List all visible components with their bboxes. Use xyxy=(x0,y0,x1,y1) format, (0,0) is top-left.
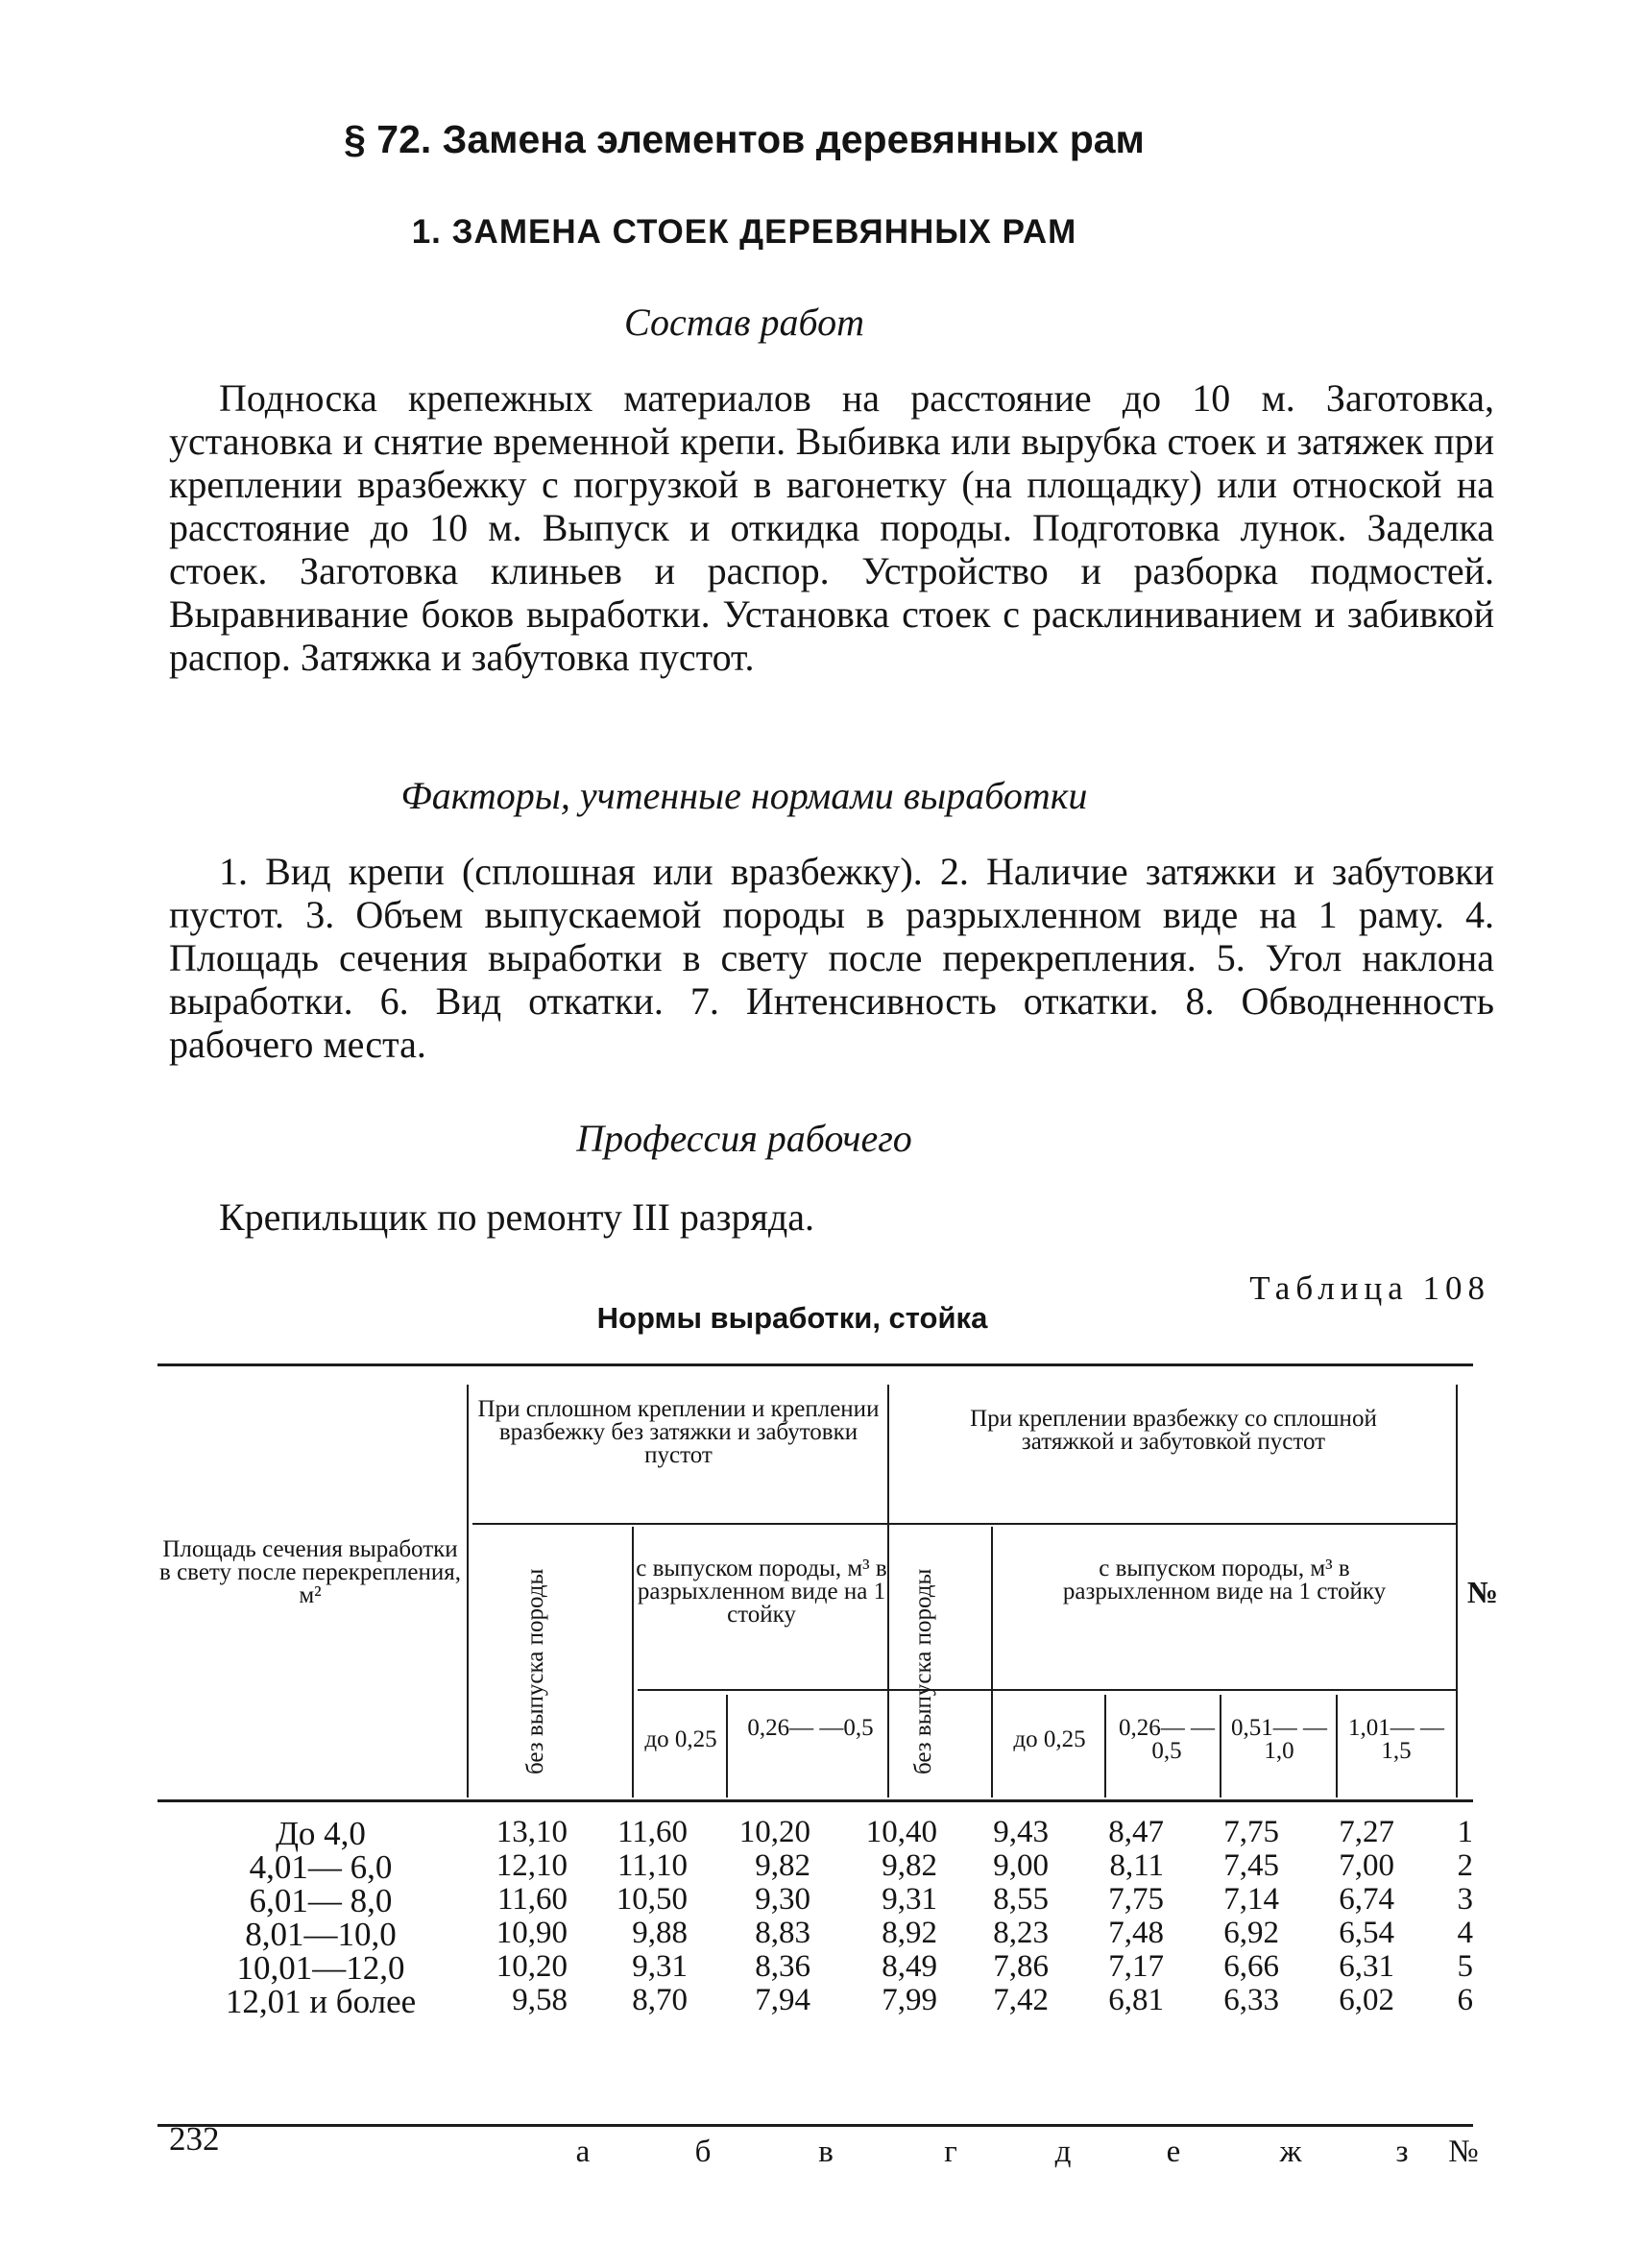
table-cell: 12,10 xyxy=(496,1848,568,1883)
table-cell: 6,92 xyxy=(1223,1916,1279,1950)
table-cell: 8,23 xyxy=(993,1916,1049,1950)
table-bottom-rule xyxy=(157,2124,1473,2127)
table-cell: 8,36 xyxy=(755,1949,810,1984)
table-cell: 6,33 xyxy=(1223,1983,1279,2017)
col-letter-a: а xyxy=(575,2135,591,2169)
table-cell: 6,54 xyxy=(1339,1916,1394,1950)
table-cell: 9,30 xyxy=(755,1882,810,1917)
table-cell: 9,82 xyxy=(882,1848,937,1883)
row-number: 5 xyxy=(1457,1949,1473,1984)
col-rule-a2 xyxy=(726,1695,728,1798)
col-rule-b4 xyxy=(1336,1695,1338,1798)
header-sub-b-4: 1,01— —1,5 xyxy=(1348,1715,1444,1764)
table-cell: 10,20 xyxy=(738,1815,810,1849)
row-number: 1 xyxy=(1457,1815,1473,1849)
table-cell: 7,17 xyxy=(1108,1949,1164,1984)
table-cell: 7,48 xyxy=(1108,1916,1164,1950)
table-cell: 7,86 xyxy=(993,1949,1049,1984)
table-cell: 7,75 xyxy=(1108,1882,1164,1917)
header-release-b: с выпуском породы, м³ в разрыхленном виде на 1 стойку xyxy=(1062,1556,1387,1604)
col-letter-v: в xyxy=(818,2135,834,2169)
row-number: 4 xyxy=(1457,1916,1473,1950)
col-rule-b3 xyxy=(1220,1695,1221,1798)
table-cell: 6,02 xyxy=(1339,1983,1394,2017)
row-label-2: 4,01— 6,0 xyxy=(249,1848,393,1886)
table-cell: 8,70 xyxy=(632,1983,688,2017)
row-number: 2 xyxy=(1457,1848,1473,1883)
table-cell: 7,45 xyxy=(1223,1848,1279,1883)
table-cell: 9,88 xyxy=(632,1916,688,1950)
row-label-3: 6,01— 8,0 xyxy=(249,1882,393,1919)
table-cell: 13,10 xyxy=(496,1815,568,1849)
col-letter-d: д xyxy=(1054,2135,1072,2169)
table-cell: 8,11 xyxy=(1109,1848,1164,1883)
col-rule-b2 xyxy=(1104,1695,1106,1798)
col-letter-b: б xyxy=(694,2135,712,2169)
header-group-b: При креплении вразбежку со сплошной затяжкой и забутовкой пустот xyxy=(970,1406,1377,1455)
header-sub-a-1: до 0,25 xyxy=(644,1726,717,1752)
col-letter-g: г xyxy=(944,2135,957,2169)
col-rule-b1 xyxy=(991,1527,993,1798)
table-cell: 10,20 xyxy=(496,1949,568,1984)
factors-text: 1. Вид крепи (сплошная или вразбежку). 2. Наличие затяжки и забутовки пустот. 3. Объем выпускаемой породы в разрыхленном виде на 1 раму. 4. Площадь сечения выработки в свету после перекрепления. 5. Угол наклона выработки. 6. Вид откатки. 7. Интенсивность откатки. 8. Обводненность рабочего места. xyxy=(169,850,1494,1066)
col-rule-a1 xyxy=(632,1527,634,1798)
table-cell: 11,10 xyxy=(616,1848,688,1883)
col-letter-zh: ж xyxy=(1279,2135,1302,2169)
table-cell: 8,55 xyxy=(993,1882,1049,1917)
table-cell: 9,58 xyxy=(512,1983,568,2017)
footer-num: № xyxy=(1448,2135,1479,2169)
table-cell: 7,99 xyxy=(882,1983,937,2017)
table-cell: 10,90 xyxy=(496,1916,568,1950)
subheader-rule-b xyxy=(1003,1689,1457,1691)
page-number: 232 xyxy=(169,2120,220,2158)
subsection-title: 1. ЗАМЕНА СТОЕК ДЕРЕВЯННЫХ РАМ xyxy=(411,213,1077,251)
row-label-6: 12,01 и более xyxy=(225,1983,417,2020)
col-letter-e: е xyxy=(1166,2135,1181,2169)
group-header-rule xyxy=(472,1523,1457,1525)
profession-text: Крепильщик по ремонту III разряда. xyxy=(219,1195,814,1239)
table-cell: 7,94 xyxy=(755,1983,810,2017)
table-cell: 11,60 xyxy=(616,1815,688,1849)
table-cell: 9,82 xyxy=(755,1848,810,1883)
table-cell: 9,31 xyxy=(632,1949,688,1984)
header-bottom-rule xyxy=(157,1799,1473,1802)
row-label-4: 8,01—10,0 xyxy=(245,1916,397,1953)
table-cell: 7,00 xyxy=(1339,1848,1394,1883)
table-cell: 9,43 xyxy=(993,1815,1049,1849)
header-sub-b-3: 0,51— —1,0 xyxy=(1231,1715,1327,1764)
header-sub-b-2: 0,26— —0,5 xyxy=(1119,1715,1215,1764)
subheader-rule-a xyxy=(638,1689,1037,1691)
table-cell: 11,60 xyxy=(496,1882,568,1917)
table-cell: 7,14 xyxy=(1223,1882,1279,1917)
composition-text: Подноска крепежных материалов на расстояние до 10 м. Заготовка, установка и снятие временной крепи. Выбивка или вырубка стоек и затяжек при креплении вразбежку с погрузкой в вагонетку (на площадку) или отноской на расстояние до 10 м. Выпуск и откидка породы. Подготовка лунок. Заделка стоек. Заготовка клиньев и распор. Устройство и разборка подмостей. Выравнивание боков выработки. Установка стоек с расклиниванием и забивкой распор. Затяжка и забутовка пустот. xyxy=(169,376,1494,679)
table-title: Нормы выработки, стойка xyxy=(596,1301,988,1335)
table-cell: 7,75 xyxy=(1223,1815,1279,1849)
table-cell: 6,81 xyxy=(1108,1983,1164,2017)
col-letter-z: з xyxy=(1395,2135,1409,2169)
header-sub-b-1: до 0,25 xyxy=(1013,1726,1086,1752)
factors-heading: Факторы, учтенные нормами выработки xyxy=(400,774,1088,817)
row-number: 3 xyxy=(1457,1882,1473,1917)
table-cell: 8,83 xyxy=(755,1916,810,1950)
header-no-release-b: без выпуска породы xyxy=(910,1568,936,1774)
header-sub-a-2: 0,26— —0,5 xyxy=(747,1715,874,1741)
table-cell: 8,92 xyxy=(882,1916,937,1950)
table-cell: 6,66 xyxy=(1223,1949,1279,1984)
composition-heading: Состав работ xyxy=(624,301,864,344)
norms-table xyxy=(157,1363,1502,2208)
table-cell: 8,47 xyxy=(1108,1815,1164,1849)
table-cell: 9,00 xyxy=(993,1848,1049,1883)
table-cell: 6,74 xyxy=(1339,1882,1394,1917)
row-number: 6 xyxy=(1457,1983,1473,2017)
row-label-5: 10,01—12,0 xyxy=(236,1949,405,1987)
row-label-1: До 4,0 xyxy=(276,1815,366,1852)
col-rule-area xyxy=(467,1385,469,1798)
table-cell: 6,31 xyxy=(1339,1949,1394,1984)
table-cell: 10,50 xyxy=(616,1882,688,1917)
header-num: № xyxy=(1466,1575,1499,1609)
profession-heading: Профессия рабочего xyxy=(576,1117,912,1160)
header-group-a: При сплошном креплении и креплении вразбежку без затяжки и забутовки пустот xyxy=(477,1396,880,1468)
header-area: Площадь сечения выработки в свету после перекрепления, м² xyxy=(159,1536,461,1608)
header-release-a: с выпуском породы, м³ в разрыхленном виде на 1 стойку xyxy=(636,1556,887,1628)
section-title: § 72. Замена элементов деревянных рам xyxy=(344,117,1145,161)
table-cell: 9,31 xyxy=(882,1882,937,1917)
col-rule-group xyxy=(887,1385,889,1798)
table-top-rule xyxy=(157,1363,1473,1366)
header-no-release-a: без выпуска породы xyxy=(522,1568,548,1774)
table-cell: 7,42 xyxy=(993,1983,1049,2017)
table-cell: 10,40 xyxy=(865,1815,937,1849)
table-cell: 7,27 xyxy=(1339,1815,1394,1849)
table-cell: 8,49 xyxy=(882,1949,937,1984)
table-caption: Таблица 108 xyxy=(1249,1269,1490,1307)
